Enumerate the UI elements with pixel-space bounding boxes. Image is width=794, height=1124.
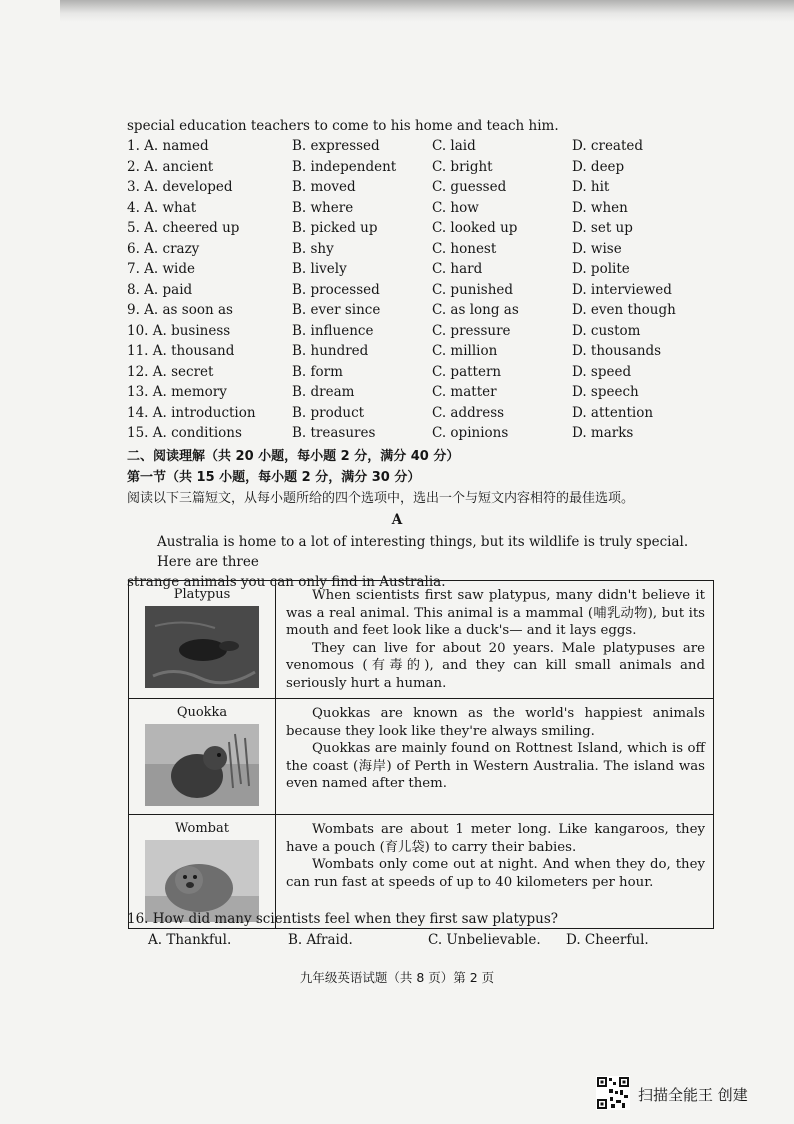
option-b: B. product <box>292 404 365 421</box>
option-d: D. deep <box>572 158 625 175</box>
option-a: 7. A. wide <box>127 261 196 277</box>
animal-image-cell <box>129 699 276 815</box>
option-d: D. speed <box>572 363 632 380</box>
animal-paragraph: Quokkas are known as the world's happiest animals because they look like they're always smiling. <box>286 706 705 739</box>
animal-table <box>128 580 714 929</box>
question-options <box>148 932 708 952</box>
option-b: B. picked up <box>292 220 378 236</box>
quokka-photo <box>145 724 259 806</box>
scanner-label: 扫描全能王 创建 <box>638 1086 748 1104</box>
wombat-photo <box>145 840 259 922</box>
passage-intro-line-1: Australia is home to a lot of interesting things, but its wildlife is truly special. Here are three <box>157 534 689 570</box>
option-b: B. moved <box>292 179 356 195</box>
option-c: C. pressure <box>432 322 511 339</box>
qr-code-icon <box>596 1076 630 1110</box>
scan-top-edge <box>60 0 794 22</box>
option-a: 2. A. ancient <box>127 158 214 175</box>
option-c: C. as long as <box>432 302 519 318</box>
option-d: D. even though <box>572 302 676 318</box>
option-d: D. created <box>572 138 644 154</box>
option-c: C. laid <box>432 138 476 154</box>
option-d: D. set up <box>572 220 633 236</box>
option-c: C. address <box>432 404 505 421</box>
answer-option-d: D. Cheerful. <box>566 932 649 948</box>
option-d: D. attention <box>572 404 654 421</box>
answer-option-a: A. Thankful. <box>148 932 232 948</box>
option-c: C. guessed <box>432 179 507 195</box>
option-b: B. form <box>292 363 343 380</box>
option-c: C. looked up <box>432 220 518 236</box>
option-a: 10. A. business <box>127 322 231 339</box>
option-b: B. shy <box>292 240 334 257</box>
scanner-watermark <box>596 1074 786 1114</box>
instructions: 阅读以下三篇短文，从每小题所给的四个选项中，选出一个与短文内容相符的最佳选项。 <box>127 491 635 506</box>
option-a: 13. A. memory <box>127 384 227 400</box>
animal-description <box>276 699 714 815</box>
option-d: D. thousands <box>572 343 662 359</box>
option-a: 5. A. cheered up <box>127 220 240 236</box>
passage-label: A <box>391 512 403 528</box>
animal-description <box>276 581 714 699</box>
option-a: 15. A. conditions <box>127 425 242 441</box>
option-b: B. where <box>292 199 354 216</box>
option-b: B. dream <box>292 384 355 400</box>
part-heading: 第一节（共 15 小题，每小题 2 分，满分 30 分） <box>127 470 421 485</box>
option-a: 12. A. secret <box>127 363 214 380</box>
option-b: B. hundred <box>292 343 369 359</box>
option-c: C. punished <box>432 281 514 298</box>
option-b: B. processed <box>292 281 380 298</box>
option-a: 4. A. what <box>127 199 197 216</box>
option-d: D. wise <box>572 240 622 257</box>
option-a: 11. A. thousand <box>127 343 235 359</box>
option-c: C. pattern <box>432 363 502 380</box>
option-c: C. hard <box>432 261 483 277</box>
answer-option-c: C. Unbelievable. <box>428 932 541 948</box>
option-a: 9. A. as soon as <box>127 302 233 318</box>
option-a: 8. A. paid <box>127 281 193 298</box>
animal-name: Platypus <box>173 587 231 602</box>
passage-tail-line: special education teachers to come to his home and teach him. <box>127 118 559 134</box>
option-b: B. influence <box>292 322 374 339</box>
animal-paragraph: Quokkas are mainly found on Rottnest Island, which is off the coast (海岸) of Perth in Western Australia. The island was even named after them. <box>286 741 705 791</box>
option-c: C. honest <box>432 240 497 257</box>
animal-paragraph: When scientists first saw platypus, many didn't believe it was a real animal. This animal is a mammal (哺乳动物), but its mouth and feet look like a duck's— and it lays eggs. <box>286 588 705 638</box>
section-heading: 二、阅读理解（共 20 小题，每小题 2 分，满分 40 分） <box>127 449 460 464</box>
option-c: C. matter <box>432 384 497 400</box>
option-c: C. opinions <box>432 425 509 441</box>
animal-paragraph: Wombats only come out at night. And when they do, they can run fast at speeds of up to 40 kilometers per hour. <box>286 857 705 890</box>
option-c: C. million <box>432 343 498 359</box>
option-d: D. marks <box>572 425 634 441</box>
option-d: D. hit <box>572 179 610 195</box>
option-c: C. bright <box>432 158 493 175</box>
table-row <box>129 581 714 699</box>
option-a: 1. A. named <box>127 138 209 154</box>
option-d: D. polite <box>572 261 630 277</box>
page-footer: 九年级英语试题（共 8 页）第 2 页 <box>299 970 495 985</box>
option-d: D. speech <box>572 384 639 400</box>
animal-paragraph: They can live for about 20 years. Male platypuses are venomous (有毒的), and they can kill small animals and seriously hurt a human. <box>286 640 705 691</box>
option-b: B. ever since <box>292 302 381 318</box>
animal-name: Quokka <box>176 705 228 720</box>
option-a: 3. A. developed <box>127 179 233 195</box>
option-b: B. expressed <box>292 138 380 154</box>
option-b: B. independent <box>292 158 397 175</box>
answer-option-b: B. Afraid. <box>288 932 353 948</box>
option-d: D. custom <box>572 322 641 339</box>
animal-name: Wombat <box>175 821 229 836</box>
option-d: D. interviewed <box>572 281 672 298</box>
option-c: C. how <box>432 199 479 216</box>
option-a: 14. A. introduction <box>127 404 256 421</box>
passage-intro-line-2: strange animals you can only find in Australia. <box>127 574 446 590</box>
question-stem: 16. How did many scientists feel when they first saw platypus? <box>127 911 558 927</box>
option-d: D. when <box>572 199 628 216</box>
platypus-photo <box>145 606 259 688</box>
option-a: 6. A. crazy <box>127 240 200 257</box>
table-row <box>129 699 714 815</box>
animal-image-cell <box>129 581 276 699</box>
option-b: B. treasures <box>292 425 376 441</box>
option-b: B. lively <box>292 261 347 277</box>
animal-paragraph: Wombats are about 1 meter long. Like kangaroos, they have a pouch (育儿袋) to carry their babies. <box>286 822 705 855</box>
